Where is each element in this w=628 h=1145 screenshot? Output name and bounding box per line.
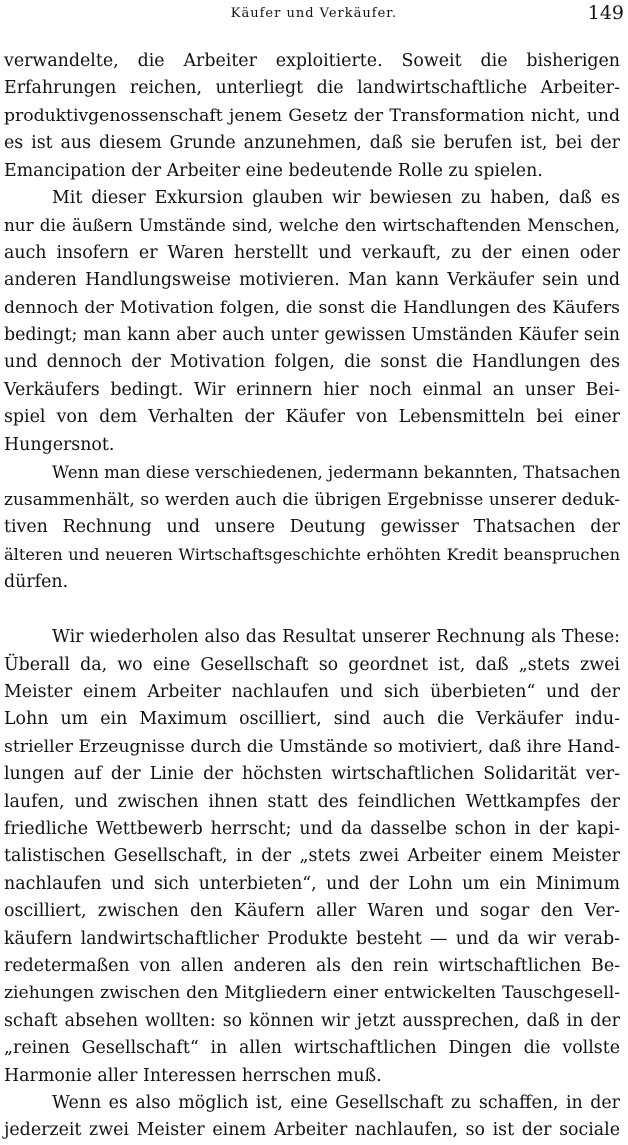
- text-line: jederzeit zwei Meister einem Arbeiter nachlaufen, so ist der sociale: [4, 1120, 620, 1141]
- text-line: spiel von dem Verhalten der Käufer von Lebensmitteln bei einer: [4, 407, 620, 428]
- text-line: zusammenhält, so werden auch die übrigen Ergebnisse unserer deduk-: [4, 489, 620, 510]
- text-line: Überall da, wo eine Gesellschaft so geordnet ist, daß „stets zwei: [4, 654, 620, 675]
- text-line: redetermaßen von allen anderen als den rein wirtschaftlichen Be-: [4, 956, 620, 976]
- text-line: älteren und neueren Wirtschaftsgeschichte erhöhten Kredit beanspruchen: [4, 545, 620, 565]
- text-line: verwandelte, die Arbeiter exploitierte. Soweit die bisherigen: [4, 51, 620, 71]
- text-line: es ist aus diesem Grunde anzunehmen, daß sie berufen ist, bei der: [4, 133, 620, 154]
- text-line: Hungersnot.: [4, 434, 115, 455]
- text-line: Erfahrungen reichen, unterliegt die landwirtschaftliche Arbeiter-: [4, 78, 620, 99]
- text-line: auch insofern er Waren herstellt und verkauft, zu der einen oder: [4, 242, 620, 263]
- text-line: bedingt; man kann aber auch unter gewissen Umständen Käufer sein: [4, 325, 620, 346]
- text-line: lungen auf der Linie der höchsten wirtschaftlichen Solidarität ver-: [4, 764, 620, 785]
- text-line: nur die äußern Umstände sind, welche den wirtschaftenden Menschen,: [4, 215, 620, 236]
- text-line: oscilliert, zwischen den Käufern aller Waren und sogar den Ver-: [4, 901, 620, 922]
- text-line: dürfen.: [4, 571, 69, 592]
- text-line: talistischen Gesellschaft, in der „stets zwei Arbeiter einem Meister: [4, 846, 620, 867]
- text-line: Verkäufers bedingt. Wir erinnern hier noch einmal an unser Bei-: [4, 379, 620, 400]
- text-line: anderen Handlungsweise motivieren. Man kann Verkäufer sein und: [4, 270, 620, 291]
- text-line: dennoch der Motivation folgen, die sonst die Handlungen des Käufers: [4, 297, 620, 318]
- text-line: und dennoch der Motivation folgen, die sonst die Handlungen des: [4, 352, 620, 373]
- page-body: [4, 48, 620, 1145]
- text-line: Harmonie aller Interessen herrschen muß.: [4, 1065, 382, 1086]
- page-header: [0, 2, 628, 28]
- text-line: laufen, und zwischen ihnen statt des feindlichen Wettkampfes der: [4, 791, 620, 812]
- text-line: tiven Rechnung und unsere Deutung gewisser Thatsachen der: [4, 516, 620, 537]
- text-line: Meister einem Arbeiter nachlaufen und sich überbieten“ und der: [4, 681, 620, 702]
- paragraph: [4, 1090, 620, 1145]
- text-line: nachlaufen und sich unterbieten“, und der Lohn um ein Minimum: [4, 873, 620, 894]
- text-line: produktivgenossenschaft jenem Gesetz der Transformation nicht, und: [4, 105, 620, 126]
- text-line: Emancipation der Arbeiter eine bedeutende Rolle zu spielen.: [4, 160, 543, 181]
- page-number: 149: [587, 2, 624, 24]
- text-line: käufern landwirtschaftlicher Produkte besteht — und da wir verab-: [4, 928, 620, 949]
- text-line: Wenn es also möglich ist, eine Gesellschaft zu schaffen, in der: [52, 1093, 620, 1114]
- text-line: Wenn man diese verschiedenen, jedermann bekannten, Thatsachen: [52, 463, 621, 483]
- text-line: strieller Erzeugnisse durch die Umstände so motiviert, daß ihre Hand-: [4, 736, 621, 757]
- text-line: „reinen Gesellschaft“ in allen wirtschaftlichen Dingen die vollste: [4, 1038, 620, 1059]
- text-line: schaft absehen wollten: so können wir jetzt aussprechen, daß in der: [4, 1010, 620, 1031]
- paragraph: [4, 48, 620, 185]
- text-line: Lohn um ein Maximum oscilliert, sind auch die Verkäufer indu-: [4, 709, 620, 730]
- paragraph: [4, 459, 620, 596]
- section-gap: [4, 596, 620, 624]
- paragraph: [4, 624, 620, 1090]
- running-title: Käufer und Verkäufer.: [230, 6, 398, 21]
- text-line: friedliche Wettbewerb herrscht; und da dasselbe schon in der kapi-: [4, 818, 620, 839]
- text-line: ziehungen zwischen den Mitgliedern einer entwickelten Tauschgesell-: [4, 983, 620, 1004]
- paragraph: [4, 185, 620, 459]
- text-line: Wir wiederholen also das Resultat unserer Rechnung als These:: [52, 627, 620, 648]
- text-line: Mit dieser Exkursion glauben wir bewiesen zu haben, daß es: [52, 188, 620, 209]
